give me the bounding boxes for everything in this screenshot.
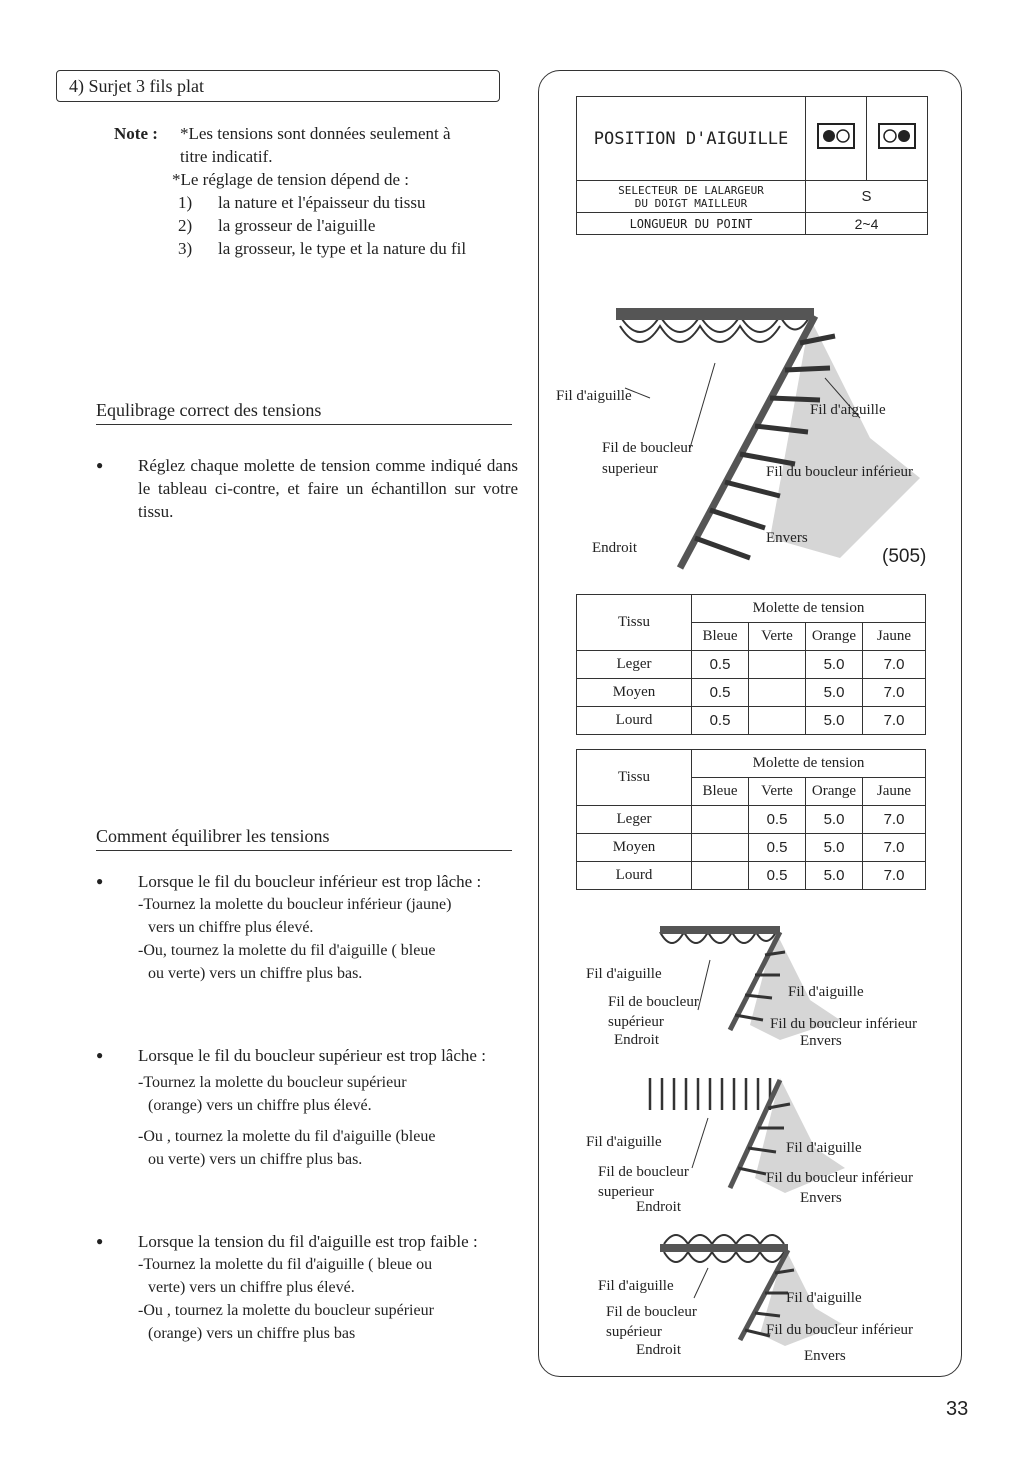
col-header: Bleue xyxy=(692,623,749,651)
col-header: Orange xyxy=(806,778,863,806)
cell: 0.5 xyxy=(749,834,806,862)
label-line: Fil de boucleur xyxy=(606,1304,697,1320)
cell: 5.0 xyxy=(806,834,863,862)
howto-sub: (orange) vers un chiffre plus bas xyxy=(148,1325,356,1342)
note-item-text: la grosseur, le type et la nature du fil xyxy=(218,239,467,258)
note-item-number: 1) xyxy=(178,193,193,212)
cell: 0.5 xyxy=(749,806,806,834)
balance-bullet xyxy=(96,454,518,523)
label-endroit: Endroit xyxy=(592,540,637,556)
bullet-dot: ● xyxy=(96,1048,104,1062)
label-line: supérieur xyxy=(608,1014,664,1030)
row-label: Moyen xyxy=(577,834,692,862)
tissu-header: Tissu xyxy=(577,595,692,651)
cell: 7.0 xyxy=(863,651,926,679)
howto-lead: Lorsque le fil du boucleur supérieur est trop lâche : xyxy=(138,1046,486,1065)
howto-sub: -Tournez la molette du boucleur inférieur (jaune) xyxy=(138,896,452,913)
stitch-length-label: LONGUEUR DU POINT xyxy=(577,213,806,235)
tension-table-2 xyxy=(576,749,926,890)
table-row xyxy=(577,679,926,707)
howto-sub: verte) vers un chiffre plus élevé. xyxy=(148,1279,355,1296)
label-fil-aiguille-left: Fil d'aiguille xyxy=(556,388,632,404)
note-block xyxy=(114,122,519,260)
cell: 7.0 xyxy=(863,806,926,834)
d1-boucleur-inf: Fil du boucleur inférieur xyxy=(770,1016,918,1032)
howto-sub: -Ou, tournez la molette du fil d'aiguille ( bleue xyxy=(138,942,436,959)
row-label: Lourd xyxy=(577,707,692,735)
howto-item xyxy=(96,1230,518,1345)
cell: 5.0 xyxy=(806,679,863,707)
cell: 7.0 xyxy=(863,862,926,890)
tension-table-1 xyxy=(576,594,926,735)
cell xyxy=(692,834,749,862)
label-line: Fil de boucleur xyxy=(608,994,699,1010)
d3-fil-aiguille-left: Fil d'aiguille xyxy=(598,1278,674,1294)
note-item-number: 2) xyxy=(178,216,193,235)
cell: 0.5 xyxy=(692,651,749,679)
col-header: Verte xyxy=(749,623,806,651)
page-number: 33 xyxy=(946,1398,969,1420)
section-title: 4) Surjet 3 fils plat xyxy=(56,70,500,102)
label-fil-boucleur-inferieur: Fil du boucleur inférieur xyxy=(766,464,914,480)
howto-sub: -Tournez la molette du boucleur supérieur xyxy=(138,1074,407,1091)
row-label: Leger xyxy=(577,651,692,679)
note-item xyxy=(114,191,519,214)
bullet-dot: ● xyxy=(96,1234,104,1248)
label-line: superieur xyxy=(602,461,658,477)
row-label: Moyen xyxy=(577,679,692,707)
cell: 0.5 xyxy=(692,707,749,735)
note-item-number: 3) xyxy=(178,239,193,258)
howto-lead: Lorsque la tension du fil d'aiguille est trop faible : xyxy=(138,1232,478,1251)
d2-endroit: Endroit xyxy=(636,1199,681,1215)
cell xyxy=(749,679,806,707)
cell: 7.0 xyxy=(863,834,926,862)
d1-envers: Envers xyxy=(800,1033,842,1049)
d3-envers: Envers xyxy=(804,1348,846,1364)
row-label: Leger xyxy=(577,806,692,834)
needle-left-cell xyxy=(806,97,867,181)
d3-fil-aiguille-right: Fil d'aiguille xyxy=(786,1290,862,1306)
needle-right-cell xyxy=(867,97,928,181)
label-line: Fil de boucleur xyxy=(602,440,693,456)
selector-label-line: SELECTEUR DE LALARGEUR xyxy=(618,183,764,197)
cell: 5.0 xyxy=(806,862,863,890)
selector-label xyxy=(577,181,806,213)
selector-value: S xyxy=(806,181,928,213)
settings-table xyxy=(576,96,928,235)
label-line: Fil de boucleur xyxy=(598,1164,689,1180)
col-header: Orange xyxy=(806,623,863,651)
howto-item xyxy=(96,1044,518,1171)
molette-header: Molette de tension xyxy=(692,595,926,623)
note-item-text: la grosseur de l'aiguille xyxy=(218,216,376,235)
note-line-1: *Les tensions sont données seulement à xyxy=(180,124,451,143)
balance-heading: Equlibrage correct des tensions xyxy=(96,400,512,425)
label-fil-boucleur-superieur xyxy=(602,438,693,480)
needle-position-label: POSITION D'AIGUILLE xyxy=(577,97,806,181)
howto-sub: -Ou , tournez la molette du boucleur supérieur xyxy=(138,1302,434,1319)
note-item xyxy=(114,237,519,260)
tissu-header: Tissu xyxy=(577,750,692,806)
cell xyxy=(749,707,806,735)
d2-fil-aiguille-left: Fil d'aiguille xyxy=(586,1134,662,1150)
d3-endroit: Endroit xyxy=(636,1342,681,1358)
howto-lead: Lorsque le fil du boucleur inférieur est trop lâche : xyxy=(138,872,482,891)
cell: 0.5 xyxy=(749,862,806,890)
note-label: Note : xyxy=(114,124,158,143)
col-header: Verte xyxy=(749,778,806,806)
table-row xyxy=(577,806,926,834)
table-row xyxy=(577,651,926,679)
d1-boucleur-sup xyxy=(608,992,699,1032)
d3-boucleur-sup xyxy=(606,1302,697,1342)
cell: 5.0 xyxy=(806,707,863,735)
diagram-code: (505) xyxy=(882,546,927,567)
d2-boucleur-inf: Fil du boucleur inférieur xyxy=(766,1170,914,1186)
cell xyxy=(692,806,749,834)
needle-left-icon xyxy=(816,122,856,150)
col-header: Jaune xyxy=(863,778,926,806)
d2-envers: Envers xyxy=(800,1190,842,1206)
table-row xyxy=(577,862,926,890)
cell: 7.0 xyxy=(863,707,926,735)
col-header: Bleue xyxy=(692,778,749,806)
cell: 5.0 xyxy=(806,806,863,834)
table-row xyxy=(577,707,926,735)
molette-header: Molette de tension xyxy=(692,750,926,778)
bullet-dot: ● xyxy=(96,874,104,888)
howto-item xyxy=(96,870,518,985)
d1-endroit: Endroit xyxy=(614,1032,659,1048)
needle-right-icon xyxy=(877,122,917,150)
cell xyxy=(749,651,806,679)
cell: 7.0 xyxy=(863,679,926,707)
label-line: superieur xyxy=(598,1184,654,1200)
stitch-length-value: 2~4 xyxy=(806,213,928,235)
howto-sub: (orange) vers un chiffre plus élevé. xyxy=(148,1097,372,1114)
balance-bullet-text: Réglez chaque molette de tension comme indiqué dans le tableau ci-contre, et faire un échantillon sur votre tissu. xyxy=(138,456,518,521)
howto-sub: vers un chiffre plus élevé. xyxy=(148,919,314,936)
row-label: Lourd xyxy=(577,862,692,890)
table-row xyxy=(577,834,926,862)
howto-sub: ou verte) vers un chiffre plus bas. xyxy=(148,1151,363,1168)
label-line: supérieur xyxy=(606,1324,662,1340)
note-line-3: *Le réglage de tension dépend de : xyxy=(172,170,409,189)
note-item xyxy=(114,214,519,237)
cell xyxy=(692,862,749,890)
cell: 5.0 xyxy=(806,651,863,679)
d3-boucleur-inf: Fil du boucleur inférieur xyxy=(766,1322,914,1338)
howto-heading: Comment équilibrer les tensions xyxy=(96,826,512,851)
note-item-text: la nature et l'épaisseur du tissu xyxy=(218,193,426,212)
label-fil-aiguille-right: Fil d'aiguille xyxy=(810,402,886,418)
note-line-2: titre indicatif. xyxy=(180,147,273,166)
col-header: Jaune xyxy=(863,623,926,651)
d2-boucleur-sup xyxy=(598,1162,689,1202)
howto-sub: ou verte) vers un chiffre plus bas. xyxy=(148,965,363,982)
howto-sub: -Ou , tournez la molette du fil d'aiguille (bleue xyxy=(138,1128,436,1145)
cell: 0.5 xyxy=(692,679,749,707)
selector-label-line: DU DOIGT MAILLEUR xyxy=(634,196,748,210)
howto-sub: -Tournez la molette du fil d'aiguille ( bleue ou xyxy=(138,1256,433,1273)
d1-fil-aiguille-right: Fil d'aiguille xyxy=(788,984,864,1000)
bullet-dot: ● xyxy=(96,458,104,472)
d1-fil-aiguille-left: Fil d'aiguille xyxy=(586,966,662,982)
label-envers: Envers xyxy=(766,530,808,546)
d2-fil-aiguille-right: Fil d'aiguille xyxy=(786,1140,862,1156)
